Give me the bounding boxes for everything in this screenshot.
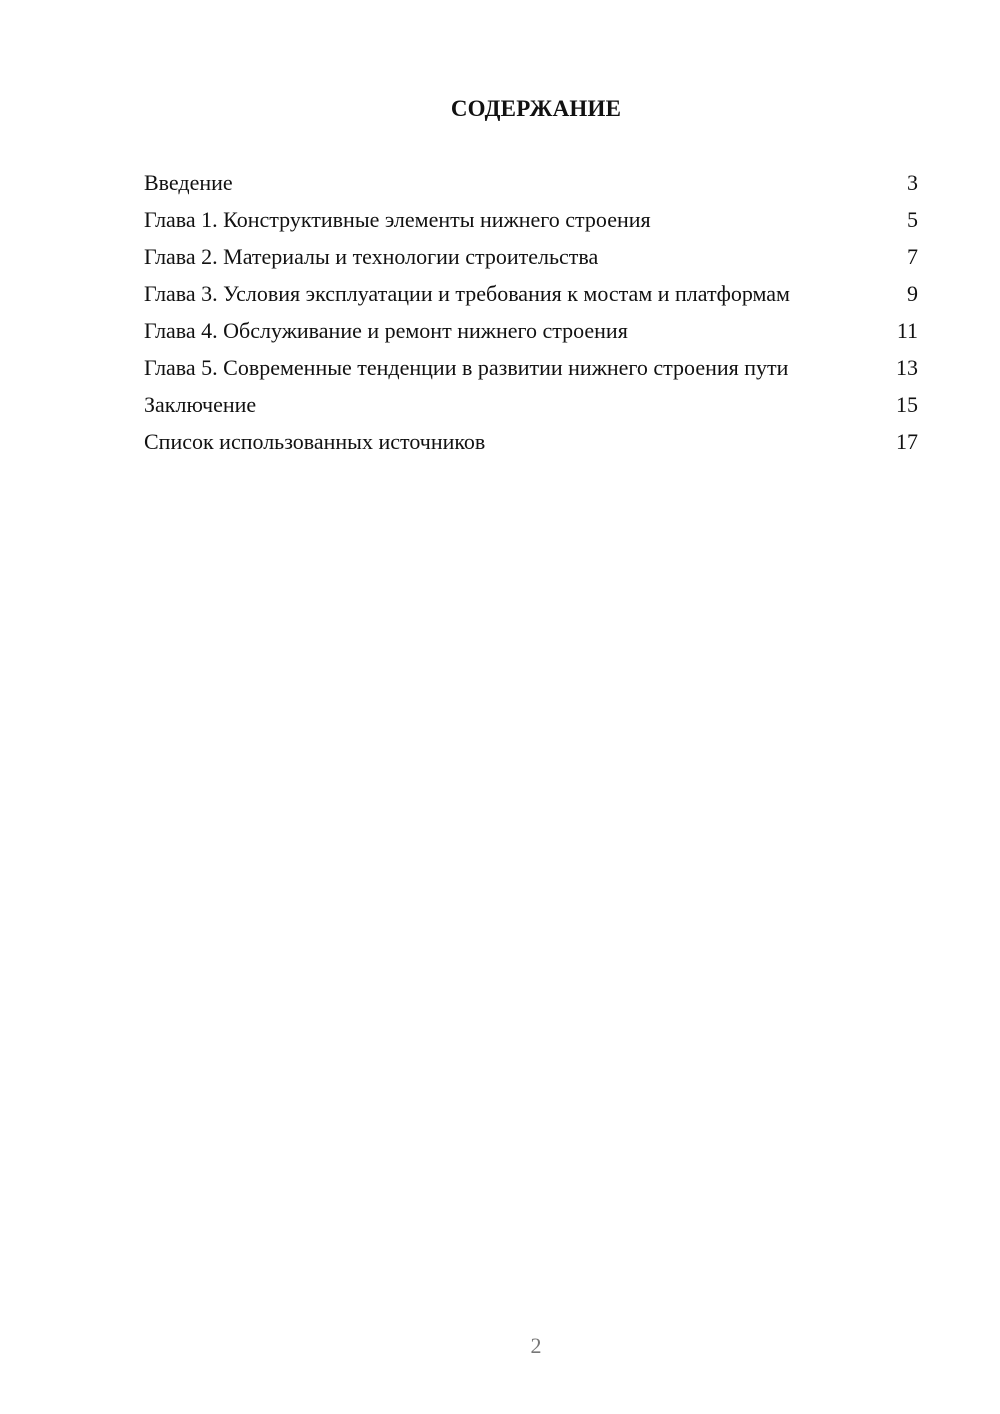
toc-entry-page-number: 11 xyxy=(896,318,918,343)
toc-entry-label: Глава 2. Материалы и технологии строительства xyxy=(144,244,599,269)
toc-entry-label: Глава 1. Конструктивные элементы нижнего строения xyxy=(144,207,651,232)
toc-entry-chapter-2 xyxy=(144,244,918,270)
toc-entry-introduction xyxy=(144,170,918,196)
page-title: СОДЕРЖАНИЕ xyxy=(450,96,622,121)
toc-entry-conclusion xyxy=(144,392,918,418)
toc-entry-page-number: 15 xyxy=(896,392,918,417)
toc-entry-chapter-1 xyxy=(144,207,918,233)
toc-entry-page-number: 13 xyxy=(896,355,918,380)
toc-entry-label: Глава 5. Современные тенденции в развитии нижнего строения пути xyxy=(144,355,789,380)
toc-entry-label: Заключение xyxy=(144,392,257,417)
toc-entry-label: Список использованных источников xyxy=(144,429,486,454)
toc-entry-page-number: 3 xyxy=(907,170,918,195)
toc-entry-chapter-3 xyxy=(144,281,918,307)
toc-entry-page-number: 5 xyxy=(907,207,918,232)
toc-entry-label: Глава 3. Условия эксплуатации и требования к мостам и платформам xyxy=(144,281,790,306)
toc-entry-chapter-5 xyxy=(144,355,918,381)
toc-entry-references xyxy=(144,429,918,455)
toc-entry-label: Введение xyxy=(144,170,233,195)
toc-entry-label: Глава 4. Обслуживание и ремонт нижнего строения xyxy=(144,318,628,343)
toc-entry-page-number: 17 xyxy=(896,429,918,454)
toc-entry-page-number: 9 xyxy=(907,281,918,306)
toc-entry-chapter-4 xyxy=(144,318,918,344)
toc-entry-page-number: 7 xyxy=(907,244,918,269)
page-number: 2 xyxy=(530,1333,542,1358)
table-of-contents xyxy=(144,170,918,466)
